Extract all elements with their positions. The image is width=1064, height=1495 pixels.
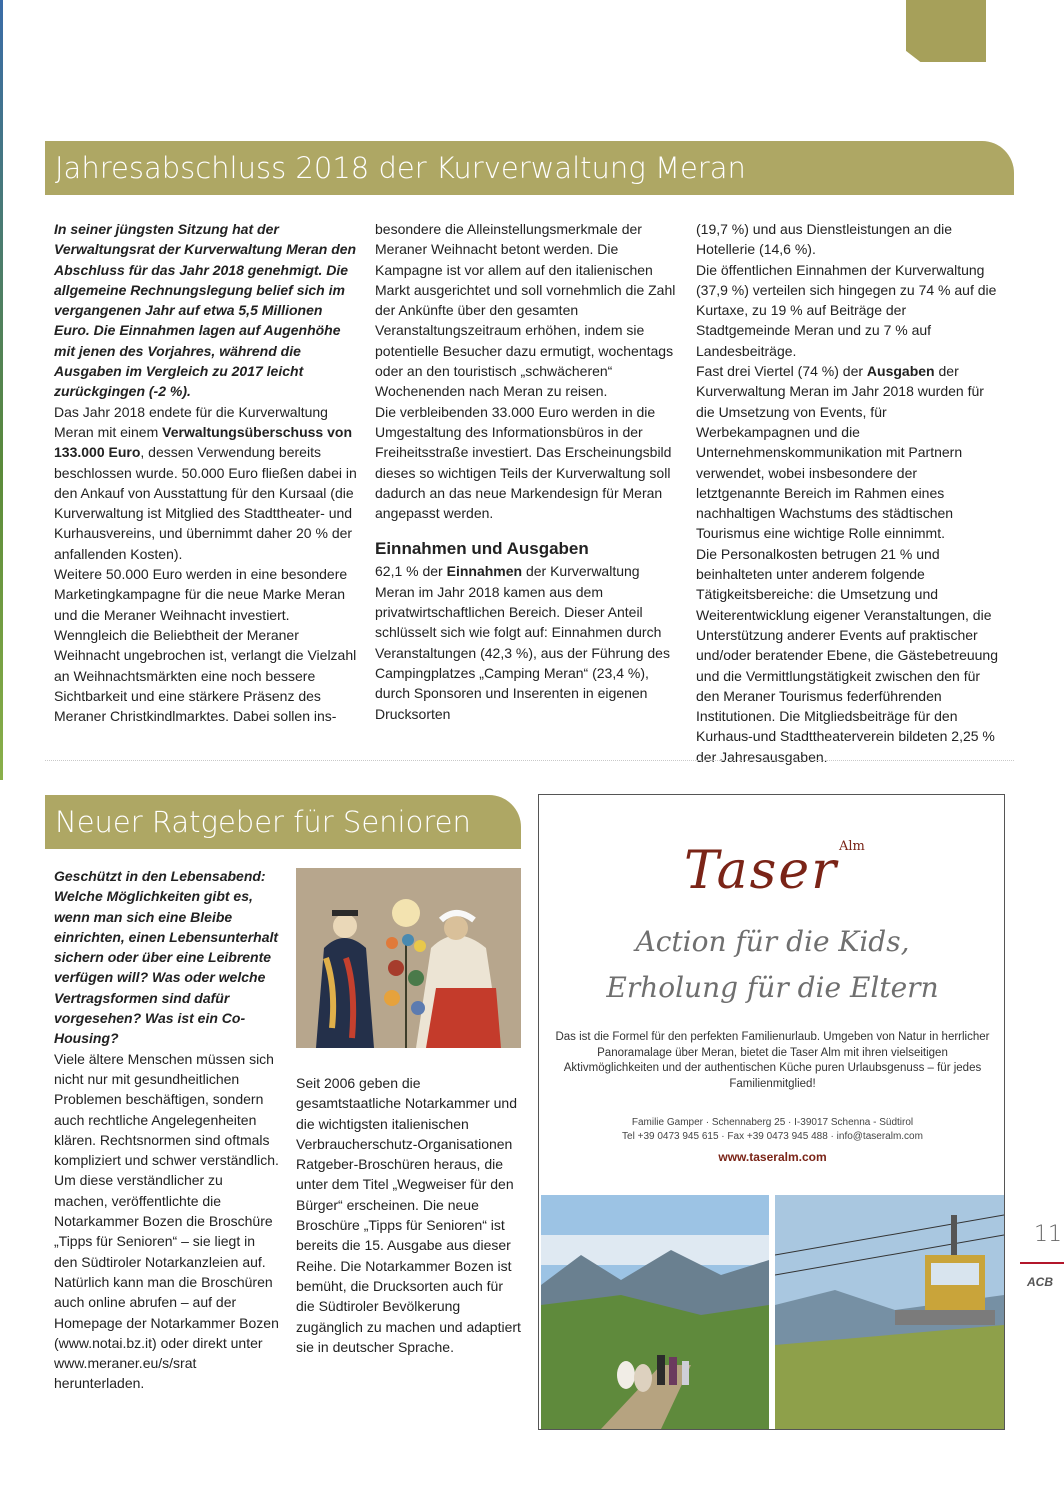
taser-alm-advertisement[interactable] — [538, 794, 1005, 1430]
article1-paragraph: (19,7 %) und aus Dienstleistungen an die Hotellerie (14,6 %). — [696, 221, 953, 258]
article1-paragraph: Die Personalkosten betrugen 21 % und beinhalteten unter anderem folgende Tätigkeitsbereiche: die Umsetzung und Weiterentwicklung eigener Veranstaltungen, die Unterstützung anderer Events auf praktischer und/oder beratender Ebene, die Gästebetreuung und die Vermittlungstätigkeit zwischen den für den Meraner Tourismus federführenden Institutionen. Die Mitgliedsbeiträge für den Kurhaus-und Stadttheaterverein bildeten 2,25 % der Jahresausgaben. — [696, 545, 999, 765]
text-span: der Kurverwaltung Meran im Jahr 2018 kamen aus dem privatwirtschaftlichen Bereich. Dieser Anteil schlüsselt sich wie folgt auf: Einnahmen durch Veranstaltungen (42,3 %), aus der Führung des Campingplatzes „Camping Meran“ (23,4 %), durch Sponsoren und Inserenten in eigenen Drucksorten — [375, 563, 670, 722]
ad-photo-cable-car — [775, 1195, 1004, 1429]
ad-brand-logo: Taser — [684, 841, 838, 901]
publication-logo: ACB — [1027, 1275, 1053, 1289]
article2-column-2 — [296, 1073, 522, 1357]
article1-paragraph: besondere die Alleinstellungsmerkmale der Meraner Weihnacht betont werden. Die Kampagne ist vor allem auf den italienischen Markt ausgerichtet und soll vornehmlich die Zahl der Ankünfte über den gesamten Veranstaltungszeitraum erhöhen, indem sie potentielle Besucher dazu ermutigt, wochentags oder an den touristisch „schwächeren“ Wochenenden nach Meran zu reisen. — [375, 221, 676, 400]
article2-title-banner — [45, 795, 521, 849]
article1-title-banner — [45, 141, 1014, 195]
article2-title: Neuer Ratgeber für Senioren — [55, 805, 471, 839]
article1-subheading: Einnahmen und Ausgaben — [375, 539, 589, 559]
article1-paragraph — [54, 402, 360, 564]
article1-column-2 — [375, 219, 680, 724]
text-span: Das Jahr 2018 endete für die Kurverwaltung Meran mit einem — [54, 403, 328, 440]
page-number: 11 — [1034, 1222, 1062, 1247]
article1-paragraph: Weitere 50.000 Euro werden in eine besondere Marketingkampagne für die neue Marke Meran und die Meraner Weihnacht investiert. Wenngleich die Beliebtheit der Meraner Weihnacht ungebrochen ist, verlangt die Vielzahl an Weihnachtsmärkten eine noch bessere Sichtbarkeit und eine stärkere Präsenz des Meraner Christkindlmarktes. Dabei sollen ins- — [54, 566, 357, 725]
ad-body-text: Das ist die Formel für den perfekten Familienurlaub. Umgeben von Natur in herrlicher Panoramalage über Meran, bietet die Taser Alm mit ihren vielseitigen Aktivmöglichkeiten und der authentischen Küche puren Urlaubsgenuss – für jedes Familienmitglied! — [555, 1031, 990, 1090]
ad-phone: Tel +39 0473 945 615 · Fax +39 0473 945 488 · info@taseralm.com — [622, 1131, 923, 1142]
ad-website-link[interactable]: www.taseralm.com — [718, 1150, 827, 1164]
text-span: Fast drei Viertel (74 %) der — [696, 363, 867, 380]
section-divider — [45, 760, 1014, 761]
article2-paragraph: Um diese verständlicher zu machen, veröffentlichte die Notarkammer Bozen die Broschüre „Tipps für Senioren“ – sie liegt in den Südtiroler Notarkanzleien auf. Natürlich kann man die Broschüren auch online abrufen – auf der Homepage der Notarkammer Bozen (www.notai.bz.it) oder direkt unter www.meraner.eu/s/srat herunterladen. — [54, 1172, 279, 1392]
illustration-graphic — [296, 868, 521, 1048]
ad-slogan-line-2: Erholung für die Eltern — [606, 971, 939, 1004]
article2-paragraph: Seit 2006 geben die gesamtstaatliche Notarkammer und die wichtigsten italienischen Verbraucherschutz-Organisationen Ratgeber-Broschüren heraus, die unter dem Titel „Wegweiser für den Bürger“ erscheinen. Die neue Broschüre „Tipps für Senioren“ ist bereits die 15. Ausgabe aus dieser Reihe. Die Notarkammer Bozen ist bemüht, die Drucksorten auch für die Südtiroler Bevölkerung zugänglich zu machen und adaptiert sie in deutscher Sprache. — [296, 1075, 521, 1355]
article2-column-1 — [54, 866, 280, 1394]
article2-lead: Geschützt in den Lebensabend: Welche Möglichkeiten gibt es, wenn man sich eine Bleibe einrichten, einen Lebensunterhalt sichern oder über eine Leibrente verfügen will? Was oder welche Vertragsformen sind dafür vorgesehen? Was ist ein Co-Housing? — [54, 868, 279, 1047]
article1-paragraph: Die verbleibenden 33.000 Euro werden in die Umgestaltung des Informationsbüros in der Freiheitsstraße investiert. Das Erscheinungsbild dieses so wichtigen Teils der Kurverwaltung soll dadurch an das neue Markendesign für Meran angepasst werden. — [375, 403, 672, 522]
article1-column-3 — [696, 219, 1004, 767]
bold-text: Ausgaben — [866, 363, 935, 380]
ad-address: Familie Gamper · Schennaberg 25 · I-39017 Schenna - Südtirol — [631, 1117, 914, 1128]
article1-paragraph — [696, 361, 1004, 544]
article2-paragraph: Viele ältere Menschen müssen sich nicht nur mit gesundheitlichen Problemen beschäftigen, sondern auch rechtliche Angelegenheiten klären. Rechtsnormen sind oftmals kompliziert und schwer verständlich. — [54, 1050, 279, 1169]
article1-title: Jahresabschluss 2018 der Kurverwaltung Meran — [55, 151, 746, 185]
bold-text: Einnahmen — [446, 563, 523, 580]
ad-slogan-line-1: Action für die Kids, — [635, 925, 910, 958]
page-number-rule — [1020, 1262, 1064, 1264]
text-span: 62,1 % der — [375, 563, 447, 580]
corner-tab — [906, 0, 986, 62]
photo-graphic — [775, 1195, 1004, 1429]
article1-column-1 — [54, 219, 360, 726]
text-span: der Kurverwaltung Meran im Jahr 2018 wurden für die Umsetzung von Events, für Werbekampagnen und die Unternehmenskommunikation mit Partnern verwendet, wobei insbesondere der letztgenannte Bereich im Rahmen eines nachhaltigen Wachstums des städtischen Tourismus eine wichtige Rolle einnimmt. — [696, 363, 984, 542]
bold-text: Verwaltungsüberschuss von 133.000 Euro — [54, 423, 352, 461]
photo-graphic — [541, 1195, 769, 1429]
article1-paragraph — [375, 561, 680, 723]
page-edge-line — [0, 0, 3, 780]
text-span: , dessen Verwendung bereits beschlossen wurde. 50.000 Euro fließen dabei in den Ankauf von Ausstattung für den Kursaal (die Kurverwaltung ist Mitglied des Stadttheater- und Kurhausvereins, und übernimmt daher 20 % der anfallenden Kosten). — [54, 444, 357, 562]
seniors-illustration — [296, 868, 521, 1048]
ad-photo-family-alpacas — [541, 1195, 769, 1429]
article1-paragraph: Die öffentlichen Einnahmen der Kurverwaltung (37,9 %) verteilen sich hingegen zu 74 % auf die Kurtaxe, zu 19 % auf Beiträge der Stadtgemeinde Meran und zu 7 % auf Landesbeiträge. — [696, 261, 997, 359]
ad-alm-label: Alm — [839, 839, 865, 854]
article1-lead: In seiner jüngsten Sitzung hat der Verwaltungsrat der Kurverwaltung Meran den Abschluss für das Jahr 2018 genehmigt. Die allgemeine Rechnungslegung belief sich im vergangenen Jahr auf etwa 5,5 Millionen Euro. Die Einnahmen lagen auf Augenhöhe mit jenen des Vorjahres, während die Ausgaben im Vergleich zu 2017 leicht zurückgingen (-2 %). — [54, 221, 357, 400]
